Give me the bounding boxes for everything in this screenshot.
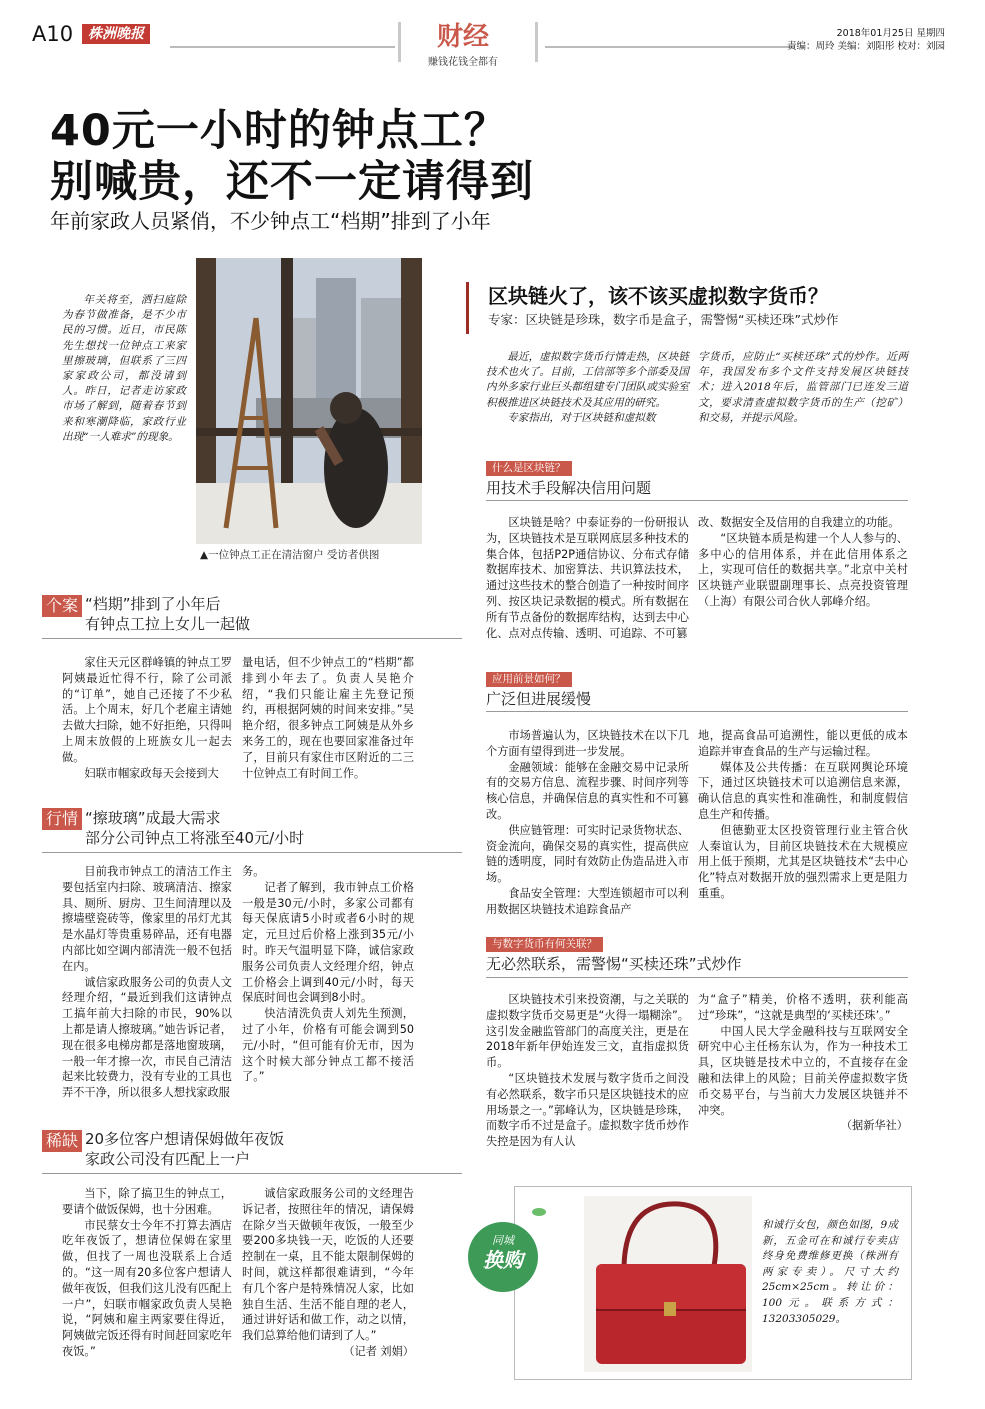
section-tag-market: 行情 <box>42 808 82 830</box>
side-head-relation: 无必然联系，需警惕“买椟还珠”式炒作 <box>486 955 742 973</box>
page-number: A10 <box>32 22 74 46</box>
market-col1: 目前我市钟点工的清洁工作主要包括室内扫除、玻璃清洁、擦家具、厕所、厨房、卫生间清理以及擦墙壁瓷砖等，像家里的吊灯尤其是水晶灯等贵重易碎品，还有电器内部比如空调内部清洗一般不包括在内。 诚信家政服务公司的负责人文经理介绍，“最近到我们这请钟点工搞年前大扫除的市民，90%以上都是请人擦玻璃。”她告诉记者，现在很多电梯房都是落地窗玻璃，一般一年才擦一次，市民自己清洁起来比较费力，没有专业的工具也弄不干净，所以很多人想找家政服 <box>62 865 232 1100</box>
section-head-scarce-1: 20多位客户想请保姆做年夜饭 <box>85 1130 285 1148</box>
story-accent-bar <box>466 282 469 334</box>
side-subtitle: 专家：区块链是珍珠，数字币是盒子，需警惕“买椟还珠”式炒作 <box>488 312 839 327</box>
intro-text: 年关将至，洒扫庭除为春节做准备，是不少市民的习惯。近日，市民陈先生想找一位钟点工来家里擦玻璃，但联系了三四家家政公司，都没请到人。昨日，记者走访家政市场了解到，随着春节到来和寒潮降临，家政行业出现“一人难求”的现象。 <box>62 294 186 443</box>
prospect-col1: 市场普遍认为，区块链技术在以下几个方面有望得到进一步发展。 金融领域：能够在金融交易中记录所有的交易方信息、流程步骤、时间序列等核心信息，并确保信息的真实性和不可篡改。 供应链管理：可实时记录货物状态、资金流向，确保交易的真实性，提高供应链的透明度，同时有效防止伪造品进入市场。 食品安全管理：大型连锁超市可以利用数据区块链技术追踪食品产 <box>486 729 689 916</box>
ad-text: 和诚行女包，颜色如图，9成新，五金可在和诚行专卖店终身免费维修更换（株洲有两家专卖）。尺寸大约25cm×25cm。转让价：100元。联系方式：13203305029。 <box>762 1219 898 1325</box>
side-tag-what: 什么是区块链？ <box>486 461 572 476</box>
header-rule-right <box>545 46 795 48</box>
side-intro-col2: 字货币，应防止“买椟还珠”式的炒作。近两年，我国发布多个文件支持发展区块链技术；进入2018年后，监管部门已连发三道文，要求清查虚拟数字货币的生产（挖矿）和交易，并提示风险。 <box>698 351 908 424</box>
header-bracket-right <box>535 22 538 62</box>
ad-badge-top: 同城 <box>492 1234 514 1247</box>
scarce-col1: 当下，除了搞卫生的钟点工，要请个做饭保姆，也十分困难。 市民蔡女士今年不打算去酒店吃年夜饭了，想请位保姆在家里做，但找了一周也没联系上合适的。“这一周有20多位客户想请人做年夜饭，但我们这儿没有匹配上一户”，妇联市帼家政负责人吴艳说，“阿姨和雇主两家要住得近，阿姨做完饭还得有时间赶回家吃年夜饭。” <box>62 1187 232 1358</box>
main-title-line1: 40元一小时的钟点工？ <box>50 106 508 156</box>
section-rule <box>42 638 462 639</box>
section-title: 财经 <box>437 22 490 52</box>
ad-badge-main: 换购 <box>483 1248 523 1272</box>
market-col2: 务。 记者了解到，我市钟点工价格一般是30元/小时，多家公司都有每天保底请5小时或者6小时的规定，元旦过后价格上涨到35元/小时。昨天气温明显下降，诚信家政服务公司负责人文经理介绍，钟点工价格会上调到40元/小时，每天保底时间也会调到8小时。 快洁清洗负责人刘先生预测，过了小年，价格有可能会调到50元/小时，“但可能有价无市，因为这个时候大部分钟点工都不接活了。” <box>242 865 414 1084</box>
case-col2: 量电话，但不少钟点工的“档期”都排到小年去了。负责人吴艳介绍，“我们只能让雇主先登记预约，再根据阿姨的时间来安排。”吴艳介绍，很多钟点工阿姨是从外乡来务工的，现在也要回家准备过年了，目前只有家住市区附近的二三十位钟点工有时间工作。 <box>242 656 414 780</box>
ad-handbag-photo <box>584 1196 752 1372</box>
what-col1: 区块链是啥？中泰证券的一份研报认为，区块链技术是互联网底层多种技术的集合体，包括P2P通信协议、分布式存储数据库技术、加密算法、共识算法技术，通过这些技术的整合创造了一种按时间序列、按区块记录数据的模式。所有数据在所有节点备份的数据库结构，达到去中心化、点对点传输、透明、可追踪、不可篡 <box>486 516 689 640</box>
photo-illustration <box>196 258 422 544</box>
main-subtitle: 年前家政人员紧俏，不少钟点工“档期”排到了小年 <box>50 209 491 233</box>
relation-col2: 为“盒子”精美，价格不透明，获利能高过“珍珠”，“这就是典型的‘买椟还珠’。” 中国人民大学金融科技与互联网安全研究中心主任杨东认为，作为一种技术工具，区块链是技术中立的，不直接存在金融和法律上的风险；目前关停虚拟数字货币交易平台，与当前大力发展区块链并不冲突。 （据新华社） <box>698 993 908 1133</box>
side-head-what: 用技术手段解决信用问题 <box>486 479 652 497</box>
prospect-col2: 地，提高食品可追溯性，能以更低的成本追踪并审查食品的生产与运输过程。 媒体及公共传播：在互联网舆论环境下，通过区块链技术可以追溯信息来源，确认信息的真实性和准确性，和制度假信息生产和传播。 但德勤亚太区投资管理行业主管合伙人秦谊认为，目前区块链技术在大规模应用上低于预期，尤其是区块链技术“去中心化”特点对数据开放的强烈需求上更是阻力重重。 <box>698 729 908 900</box>
header-rule-left <box>170 46 395 48</box>
section-slogan: 赚钱花钱全都有 <box>428 57 498 68</box>
section-head-case-1: “档期”排到了小年后 <box>85 595 221 613</box>
scarce-col2: 诚信家政服务公司的文经理告诉记者，按照往年的情况，请保姆在除夕当天做顿年夜饭，一般至少要200多块钱一天，吃饭的人还要控制在一桌，且不能太限制保姆的时间，就这样都很难请到，“今年有几个客户是特殊情况人家，比如独自生活、生活不能自理的老人，通过讲好话和做工作，动之以情，我们总算给他们请到了人。” （记者 刘娟） <box>242 1187 414 1358</box>
section-head-market-2: 部分公司钟点工将涨至40元/小时 <box>85 829 305 847</box>
photo-caption: ▲一位钟点工正在清洁窗户 受访者供图 <box>200 549 380 561</box>
side-tag-prospect: 应用前景如何？ <box>486 672 572 687</box>
section-tag-case: 个案 <box>42 595 82 617</box>
section-rule <box>486 977 908 978</box>
section-head-case-2: 有钟点工拉上女儿一起做 <box>85 615 251 633</box>
photo-window-cleaner <box>196 258 422 544</box>
header-bracket-left <box>398 22 401 62</box>
editor-credits: 责编：周玲 美编：刘阳彤 校对：刘园 <box>786 41 945 52</box>
section-rule <box>486 711 908 712</box>
main-title-line2: 别喊贵，还不一定请得到 <box>50 157 534 207</box>
handbag-illustration <box>584 1196 752 1372</box>
side-head-prospect: 广泛但进展缓慢 <box>486 690 592 708</box>
ad-badge-leaf <box>532 1208 546 1216</box>
issue-date: 2018年01月25日 星期四 <box>836 28 945 39</box>
section-tag-scarce: 稀缺 <box>42 1130 82 1152</box>
ad-badge <box>468 1222 538 1292</box>
side-title: 区块链火了，该不该买虚拟数字货币？ <box>488 284 828 308</box>
case-col1: 家住天元区群峰镇的钟点工罗阿姨最近忙得不行，除了公司派的“订单”，她自己还接了不少私活。上个周末，好几个老雇主请她去做大扫除，她不好拒绝，只得叫上周末放假的上班族女儿一起去做。 妇联市帼家政每天会接到大 <box>62 656 232 780</box>
section-head-scarce-2: 家政公司没有匹配上一户 <box>85 1150 251 1168</box>
side-tag-relation: 与数字货币有何关联？ <box>486 937 603 952</box>
section-rule <box>486 500 908 501</box>
section-rule <box>42 1173 462 1174</box>
what-col2: 改、数据安全及信用的自我建立的功能。 “区块链本质是构建一个人人参与的、多中心的信用体系，并在此信用体系之上，实现可信任的数据共享。”北京中关村区块链产业联盟副理事长、点亮投资管理（上海）有限公司合伙人郭峰介绍。 <box>698 516 908 608</box>
section-head-market-1: “擦玻璃”成最大需求 <box>85 809 221 827</box>
paper-logo: 株洲晚报 <box>82 24 150 44</box>
relation-col1: 区块链技术引来投资潮，与之关联的虚拟数字货币交易更是“火得一塌糊涂”。这引发金融监管部门的高度关注，更是在2018年新年伊始连发三文，直指虚拟货币。 “区块链技术发展与数字货币之间没有必然联系，数字币只是区块链技术的应用场景之一。”郭峰认为，区块链是珍珠，而数字币不过是盒子。虚拟数字货币炒作失控是因为有人认 <box>486 993 689 1149</box>
side-intro-col1: 最近，虚拟数字货币行情走热，区块链技术也火了。目前，工信部等多个部委及国内外多家行业巨头都组建专门团队或实验室积极推进区块链技术及其应用的研究。 专家指出，对于区块链和虚拟数 <box>486 351 689 424</box>
section-rule <box>42 852 462 853</box>
